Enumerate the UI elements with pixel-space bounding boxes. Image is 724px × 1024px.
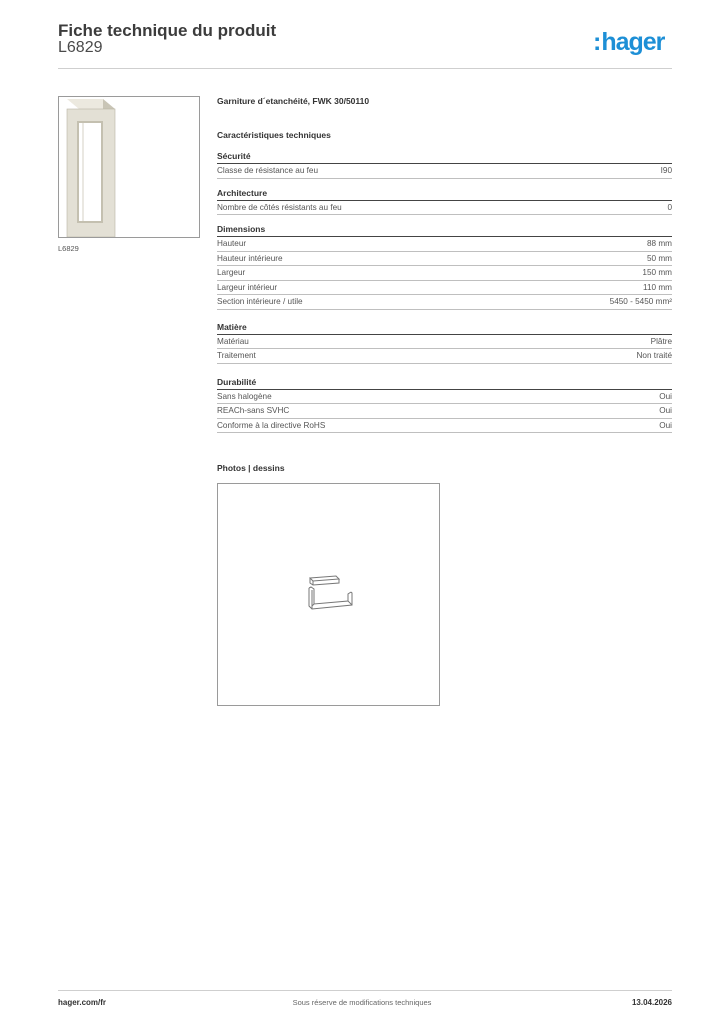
- group-dimensions: [217, 224, 672, 310]
- specifications-panel: [217, 96, 672, 433]
- spec-value: Oui: [659, 406, 672, 415]
- hager-logo: [593, 27, 664, 57]
- spec-row: [217, 164, 672, 179]
- spec-value: Oui: [659, 391, 672, 401]
- spec-value: Non traité: [636, 351, 672, 360]
- spec-value: I90: [660, 166, 672, 175]
- spec-row: [217, 419, 672, 434]
- spec-row: [217, 335, 672, 350]
- spec-row: [217, 237, 672, 252]
- line-drawing-illustration: [218, 484, 439, 705]
- footer-date: 13.04.2026: [631, 998, 672, 1007]
- footer-disclaimer: Sous réserve de modifications techniques: [292, 998, 432, 1007]
- group-title: Dimensions: [217, 224, 672, 237]
- spec-row: [217, 252, 672, 267]
- group-title: Architecture: [217, 188, 672, 201]
- group-matiere: [217, 322, 672, 364]
- document-title: Fiche technique du produit: [58, 21, 277, 40]
- spec-row: [217, 201, 672, 216]
- group-securite: [217, 151, 672, 179]
- spec-value: 88 mm: [646, 239, 672, 248]
- spec-label: Traitement: [217, 351, 256, 360]
- footer-divider: [58, 990, 672, 991]
- product-photo: [58, 96, 200, 238]
- spec-row: [217, 295, 672, 310]
- spec-row: [217, 404, 672, 419]
- product-frame-illustration: [59, 97, 199, 237]
- product-name: Garniture d´etanchéité, FWK 30/50110: [217, 96, 370, 106]
- spec-value: 50 mm: [646, 253, 672, 263]
- spec-label: Hauteur intérieure: [217, 253, 283, 263]
- logo-colon-mark: :: [593, 28, 601, 56]
- specs-heading: Caractéristiques techniques: [217, 130, 331, 140]
- spec-value: 150 mm: [642, 268, 672, 277]
- spec-label: Nombre de côtés résistants au feu: [217, 202, 342, 212]
- group-title: Matière: [217, 322, 672, 335]
- spec-label: Sans halogène: [217, 391, 272, 401]
- spec-value: Oui: [659, 420, 672, 430]
- photo-caption: L6829: [58, 244, 79, 253]
- group-title: Sécurité: [217, 151, 672, 164]
- spec-row: [217, 281, 672, 296]
- product-code: L6829: [58, 39, 103, 56]
- header-divider: [58, 68, 672, 69]
- spec-label: Section intérieure / utile: [217, 297, 303, 306]
- spec-value: 0: [667, 202, 672, 212]
- spec-value: 5450 - 5450 mm²: [609, 297, 672, 306]
- group-architecture: [217, 188, 672, 216]
- spec-label: REACh-sans SVHC: [217, 406, 290, 415]
- photos-heading: Photos | dessins: [217, 463, 285, 473]
- spec-label: Hauteur: [217, 239, 247, 248]
- group-title: Durabilité: [217, 377, 672, 390]
- group-durabilite: [217, 377, 672, 434]
- technical-drawing: [217, 483, 440, 706]
- spec-row: [217, 266, 672, 281]
- spec-label: Largeur intérieur: [217, 282, 278, 292]
- logo-text: hager: [601, 28, 665, 56]
- spec-label: Conforme à la directive RoHS: [217, 420, 326, 430]
- spec-row: [217, 390, 672, 405]
- spec-label: Matériau: [217, 336, 249, 346]
- spec-row: [217, 349, 672, 364]
- spec-label: Largeur: [217, 268, 246, 277]
- spec-value: Plâtre: [650, 336, 672, 346]
- spec-value: 110 mm: [643, 282, 672, 292]
- footer-website: hager.com/fr: [58, 998, 107, 1007]
- spec-label: Classe de résistance au feu: [217, 166, 319, 175]
